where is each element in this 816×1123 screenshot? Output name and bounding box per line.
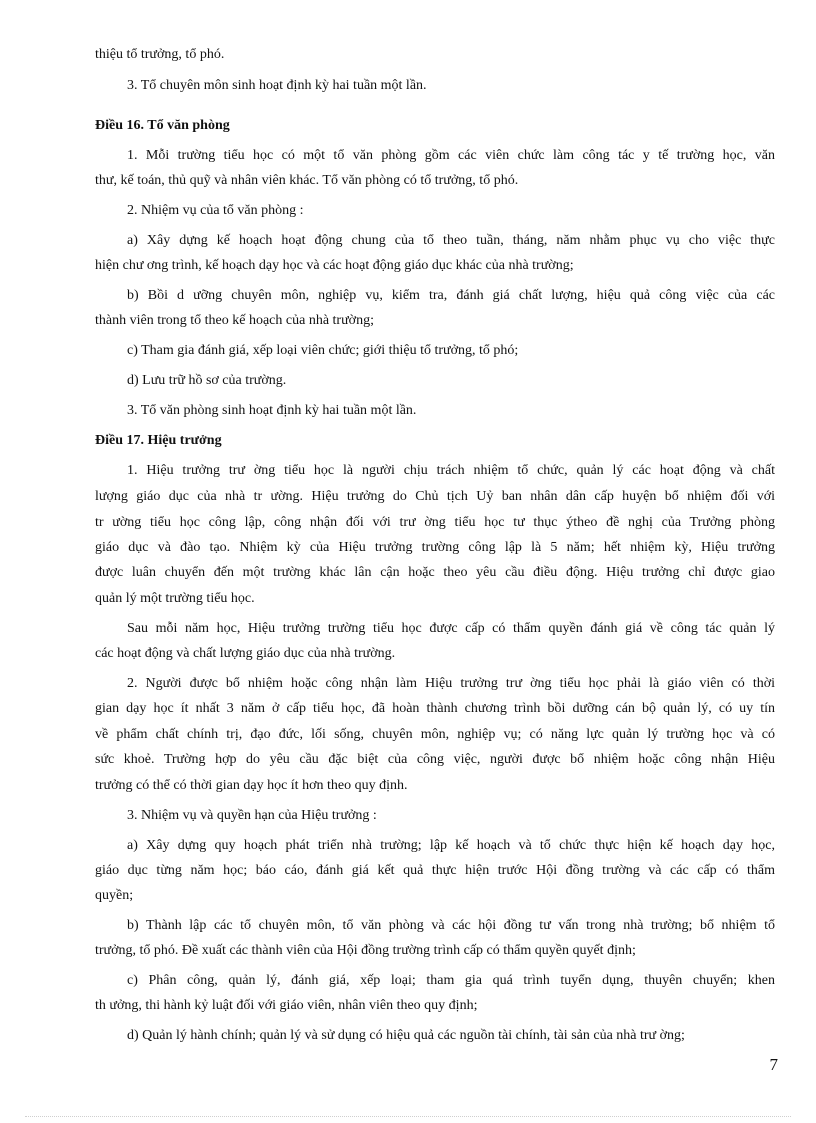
text-line: sức khoẻ. Trường hợp do yêu cầu đặc biệt của công việc, người được bổ nhiệm hoặc công nhận Hiệu — [95, 752, 775, 767]
text-line: 1. Hiệu trưởng trư ờng tiểu học là người chịu trách nhiệm tổ chức, quản lý các hoạt động và chất — [127, 463, 775, 478]
text-line: 1. Mỗi trường tiểu học có một tổ văn phòng gồm các viên chức làm công tác y tế trường học, văn — [127, 148, 775, 163]
text-line: trưởng có thể có thời gian dạy học ít hơn theo quy định. — [95, 778, 408, 793]
text-line: quản lý một trường tiểu học. — [95, 591, 255, 606]
text-line: giáo dục và đào tạo. Nhiệm kỳ của Hiệu trưởng trường công lập là 5 năm; hết nhiệm kỳ, Hiệu trưởng — [95, 540, 775, 555]
text-line: a) Xây dựng kế hoạch hoạt động chung của tổ theo tuần, tháng, năm nhằm phục vụ cho việc thực — [127, 233, 775, 248]
text-line: giáo dục từng năm học; báo cáo, đánh giá kết quả thực hiện trước Hội đồng trường và các cấp có thẩm — [95, 863, 775, 878]
text-line: c) Phân công, quản lý, đánh giá, xếp loại; tham gia quá trình tuyển dụng, thuyên chuyển; khen — [127, 973, 775, 988]
section-heading: Điều 17. Hiệu trưởng — [95, 433, 222, 448]
text-line: 3. Tổ văn phòng sinh hoạt định kỳ hai tuần một lần. — [127, 403, 417, 418]
text-line: a) Xây dựng quy hoạch phát triển nhà trường; lập kế hoạch và tổ chức thực hiện kế hoạch dạy học, — [127, 838, 775, 853]
text-line: quyền; — [95, 888, 134, 903]
text-line: b) Bồi d ưỡng chuyên môn, nghiệp vụ, kiểm tra, đánh giá chất lượng, hiệu quả công việc của các — [127, 288, 775, 303]
text-line: thư, kế toán, thủ quỹ và nhân viên khác. Tổ văn phòng có tổ trưởng, tổ phó. — [95, 173, 519, 188]
text-line: tr ường tiểu học công lập, công nhận đối với trư ờng tiểu học tư thục ýtheo đề nghị của Trưởng phòng — [95, 515, 775, 530]
text-line: thiệu tổ trưởng, tổ phó. — [95, 47, 225, 62]
text-line: trưởng, tổ phó. Đề xuất các thành viên của Hội đồng trường trình cấp có thẩm quyền quyết định; — [95, 943, 636, 958]
text-line: d) Lưu trữ hồ sơ của trường. — [127, 373, 287, 388]
text-line: 3. Nhiệm vụ và quyền hạn của Hiệu trưởng : — [127, 808, 377, 823]
footer-divider — [25, 1116, 791, 1117]
text-line: lượng giáo dục của nhà tr ường. Hiệu trưởng do Chủ tịch Uỷ ban nhân dân cấp huyện bổ nhiệm đối với — [95, 489, 775, 504]
text-line: b) Thành lập các tổ chuyên môn, tổ văn phòng và các hội đồng tư vấn trong nhà trường; bổ nhiệm tổ — [127, 918, 775, 933]
text-line: 3. Tổ chuyên môn sinh hoạt định kỳ hai tuần một lần. — [127, 78, 427, 93]
text-line: d) Quản lý hành chính; quản lý và sử dụng có hiệu quả các nguồn tài chính, tài sản của nhà trư ờng; — [127, 1028, 685, 1043]
text-line: c) Tham gia đánh giá, xếp loại viên chức; giới thiệu tổ trưởng, tổ phó; — [127, 343, 519, 358]
text-line: 2. Người được bổ nhiệm hoặc công nhận làm Hiệu trưởng trư ờng tiểu học phải là giáo viên có thời — [127, 676, 775, 691]
text-line: thành viên trong tổ theo kế hoạch của nhà trường; — [95, 313, 374, 328]
text-line: hiện chư ơng trình, kế hoạch dạy học và các hoạt động giáo dục khác của nhà trường; — [95, 258, 574, 273]
text-line: th ưởng, thi hành kỷ luật đối với giáo viên, nhân viên theo quy định; — [95, 998, 478, 1013]
text-line: Sau mỗi năm học, Hiệu trưởng trường tiểu học được cấp có thẩm quyền đánh giá về công tác quản lý — [127, 621, 775, 636]
text-line: các hoạt động và chất lượng giáo dục của nhà trường. — [95, 646, 396, 661]
section-heading: Điều 16. Tổ văn phòng — [95, 118, 230, 133]
text-line: được luân chuyển đến một trường khác lân cận hoặc theo yêu cầu điều động. Hiệu trưởng chỉ được giao — [95, 565, 775, 580]
text-line: 2. Nhiệm vụ của tổ văn phòng : — [127, 203, 304, 218]
page-number: 7 — [769, 1055, 778, 1074]
text-line: gian dạy học ít nhất 3 năm ở cấp tiểu học, đã hoàn thành chương trình bồi dưỡng cán bộ quản lý, có uy tín — [95, 701, 775, 716]
text-line: về phẩm chất chính trị, đạo đức, lối sống, chuyên môn, nghiệp vụ; có năng lực quản lý trường học và có — [95, 727, 775, 742]
